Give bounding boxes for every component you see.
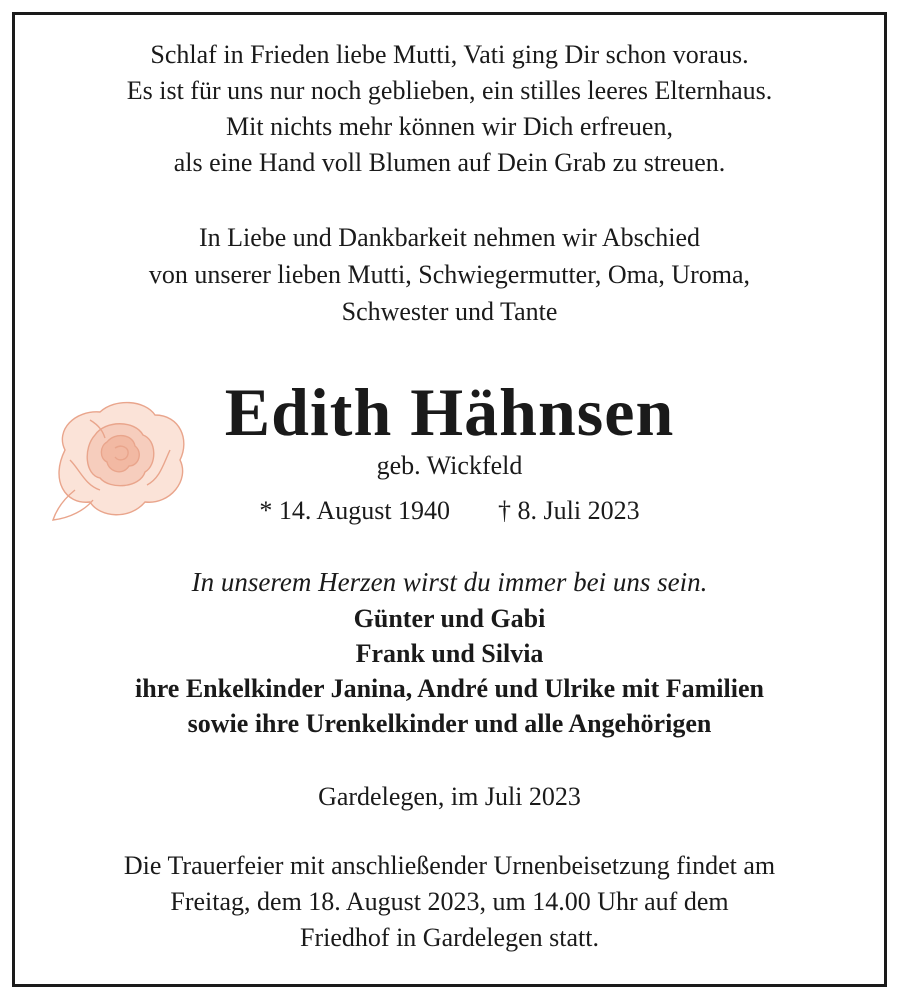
farewell-intro [15, 219, 884, 330]
death-date: † 8. Juli 2023 [498, 496, 640, 525]
obituary-notice [12, 12, 887, 987]
poem-line: Es ist für uns nur noch geblieben, ein stilles leeres Elternhaus. [126, 76, 773, 105]
mourner-line: ihre Enkelkinder Janina, André und Ulrike mit Familien [135, 674, 764, 703]
poem-line: Mit nichts mehr können wir Dich erfreuen, [226, 112, 673, 141]
mourner-line: Günter und Gabi [353, 604, 546, 633]
memorial-quote: In unserem Herzen wirst du immer bei uns sein. [191, 567, 708, 597]
service-line: Friedhof in Gardelegen statt. [300, 923, 599, 952]
life-dates [15, 493, 884, 529]
mourner-line: Frank und Silvia [355, 639, 544, 668]
poem [15, 37, 884, 181]
service-line: Die Trauerfeier mit anschließender Urnenbeisetzung findet am [123, 851, 776, 880]
birth-name: geb. Wickfeld [376, 451, 523, 480]
mourner-line: sowie ihre Urenkelkinder und alle Angehörigen [187, 709, 712, 738]
poem-line: Schlaf in Frieden liebe Mutti, Vati ging Dir schon voraus. [150, 40, 749, 69]
intro-line: Schwester und Tante [341, 297, 558, 326]
birth-date: * 14. August 1940 [259, 496, 451, 525]
intro-line: In Liebe und Dankbarkeit nehmen wir Abschied [198, 223, 701, 252]
service-line: Freitag, dem 18. August 2023, um 14.00 Uhr auf dem [170, 887, 729, 916]
intro-line: von unserer lieben Mutti, Schwiegermutter, Oma, Uroma, [148, 260, 751, 289]
place-date: Gardelegen, im Juli 2023 [318, 782, 581, 811]
poem-line: als eine Hand voll Blumen auf Dein Grab zu streuen. [173, 148, 726, 177]
service-info [15, 848, 884, 956]
deceased-name: Edith Hähnsen [224, 374, 675, 450]
mourners-list [15, 601, 884, 741]
